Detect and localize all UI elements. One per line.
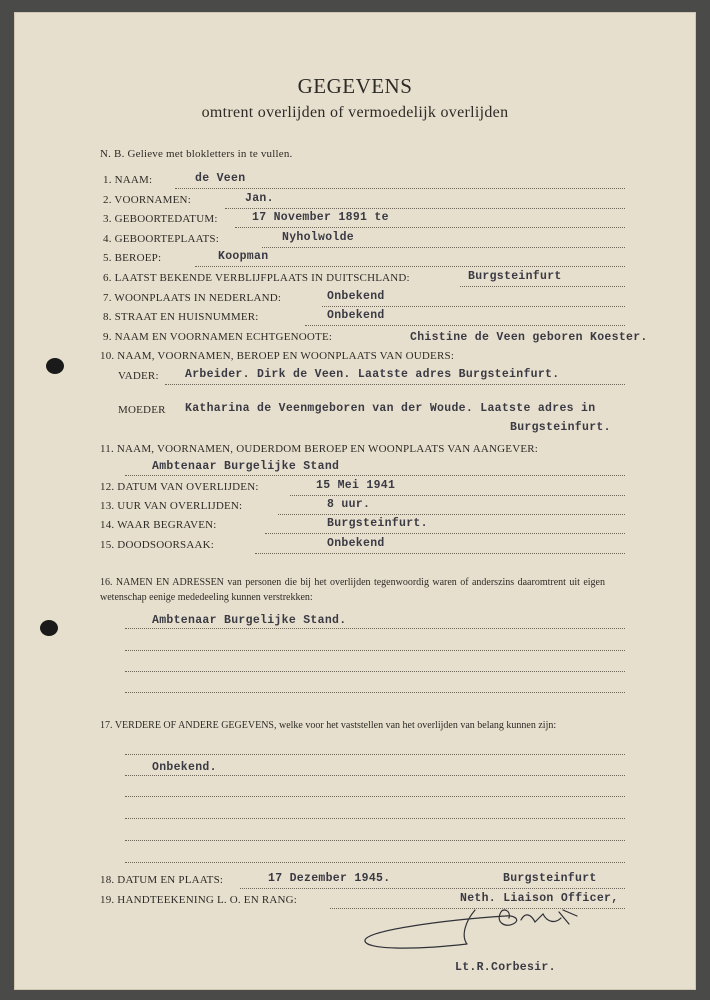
label-straat: 8. STRAAT EN HUISNUMMER:: [103, 311, 259, 323]
value-aangever: Ambtenaar Burgelijke Stand: [152, 460, 340, 473]
line-verdere-2: [125, 775, 625, 776]
label-verdere: 17. VERDERE OF ANDERE GEGEVENS, welke voor het vaststellen van het overlijden van belang kunnen zijn:: [100, 720, 557, 731]
label-echtgenoote: 9. NAAM EN VOORNAMEN ECHTGENOOTE:: [103, 331, 333, 343]
label-datum-plaats: 18. DATUM EN PLAATS:: [100, 874, 224, 886]
line-woonplaats: [322, 306, 625, 307]
label-getuigen: 16. NAMEN EN ADRESSEN van personen die bij het overlijden tegenwoordig waren of anderszins daaromtrent uit eigen wetenschap eenige mededeeling kunnen verstrekken:: [100, 577, 605, 603]
line-verdere-4: [125, 818, 625, 819]
value-vader: Arbeider. Dirk de Veen. Laatste adres Burgsteinfurt.: [185, 368, 560, 381]
value-uur-overlijden: 8 uur.: [327, 498, 371, 511]
label-doodsoorzaak: 15. DOODSOORSAAK:: [100, 539, 215, 551]
fill-in-note: N. B. Gelieve met blokletters in te vullen.: [100, 148, 293, 160]
value-naam: de Veen: [195, 172, 246, 185]
line-datum-plaats: [240, 888, 625, 889]
value-verblijfplaats: Burgsteinfurt: [468, 270, 562, 283]
value-geboortedatum: 17 November 1891 te: [252, 211, 389, 224]
label-verblijfplaats: 6. LAATST BEKENDE VERBLIJFPLAATS IN DUITSCHLAND:: [103, 272, 410, 284]
line-verblijfplaats: [460, 286, 625, 287]
line-verdere-3: [125, 796, 625, 797]
value-echtgenoote: Chistine de Veen geboren Koester.: [410, 331, 648, 344]
value-moeder: Katharina de Veenmgeboren van der Woude. Laatste adres in: [185, 402, 596, 415]
line-straat: [305, 325, 625, 326]
label-geboorteplaats: 4. GEBOORTEPLAATS:: [103, 233, 220, 245]
punch-hole-top: [46, 358, 64, 374]
value-voornamen: Jan.: [245, 192, 274, 205]
line-begraven: [265, 533, 625, 534]
line-geboortedatum: [235, 227, 625, 228]
line-getuigen-1: [125, 628, 625, 629]
line-uur-overlijden: [278, 514, 625, 515]
line-naam: [175, 188, 625, 189]
value-moeder-cont: Burgsteinfurt.: [510, 421, 611, 434]
label-vader: VADER:: [118, 370, 159, 382]
label-moeder: MOEDER: [118, 404, 166, 416]
form-subtitle: omtrent overlijden of vermoedelijk overlijden: [201, 104, 509, 121]
value-getuigen: Ambtenaar Burgelijke Stand.: [152, 614, 347, 627]
label-handteekening: 19. HANDTEEKENING L. O. EN RANG:: [100, 894, 298, 906]
label-beroep: 5. BEROEP:: [103, 252, 162, 264]
label-naam: 1. NAAM:: [103, 174, 153, 186]
line-verdere-5: [125, 840, 625, 841]
label-aangever: 11. NAAM, VOORNAMEN, OUDERDOM BEROEP EN WOONPLAATS VAN AANGEVER:: [100, 443, 539, 455]
line-beroep: [195, 266, 625, 267]
label-ouders: 10. NAAM, VOORNAMEN, BEROEP EN WOONPLAATS VAN OUDERS:: [100, 350, 455, 362]
value-datum-overlijden: 15 Mei 1941: [316, 479, 396, 492]
value-woonplaats: Onbekend: [327, 290, 385, 303]
value-datum: 17 Dezember 1945.: [268, 872, 391, 885]
label-datum-overlijden: 12. DATUM VAN OVERLIJDEN:: [100, 481, 259, 493]
line-doodsoorzaak: [255, 553, 625, 554]
label-geboortedatum: 3. GEBOORTEDATUM:: [103, 213, 218, 225]
line-verdere-1: [125, 754, 625, 755]
label-uur-overlijden: 13. UUR VAN OVERLIJDEN:: [100, 500, 243, 512]
line-voornamen: [225, 208, 625, 209]
value-doodsoorzaak: Onbekend: [327, 537, 385, 550]
value-rang: Neth. Liaison Officer,: [460, 892, 619, 905]
label-woonplaats: 7. WOONPLAATS IN NEDERLAND:: [103, 292, 282, 304]
value-begraven: Burgsteinfurt.: [327, 517, 428, 530]
line-vader: [165, 384, 625, 385]
value-beroep: Koopman: [218, 250, 269, 263]
label-begraven: 14. WAAR BEGRAVEN:: [100, 519, 217, 531]
value-verdere: Onbekend.: [152, 761, 217, 774]
line-getuigen-2: [125, 650, 625, 651]
line-datum-overlijden: [290, 495, 625, 496]
line-getuigen-3: [125, 671, 625, 672]
line-getuigen-4: [125, 692, 625, 693]
label-voornamen: 2. VOORNAMEN:: [103, 194, 191, 206]
line-aangever: [125, 475, 625, 476]
value-plaats: Burgsteinfurt: [503, 872, 597, 885]
value-geboorteplaats: Nyholwolde: [282, 231, 355, 244]
handwritten-signature: [355, 902, 595, 962]
signatory-name: Lt.R.Corbesir.: [455, 961, 556, 974]
form-title: GEGEVENS: [297, 74, 413, 98]
value-straat: Onbekend: [327, 309, 385, 322]
line-geboorteplaats: [262, 247, 625, 248]
line-verdere-6: [125, 862, 625, 863]
punch-hole-bottom: [40, 620, 58, 636]
